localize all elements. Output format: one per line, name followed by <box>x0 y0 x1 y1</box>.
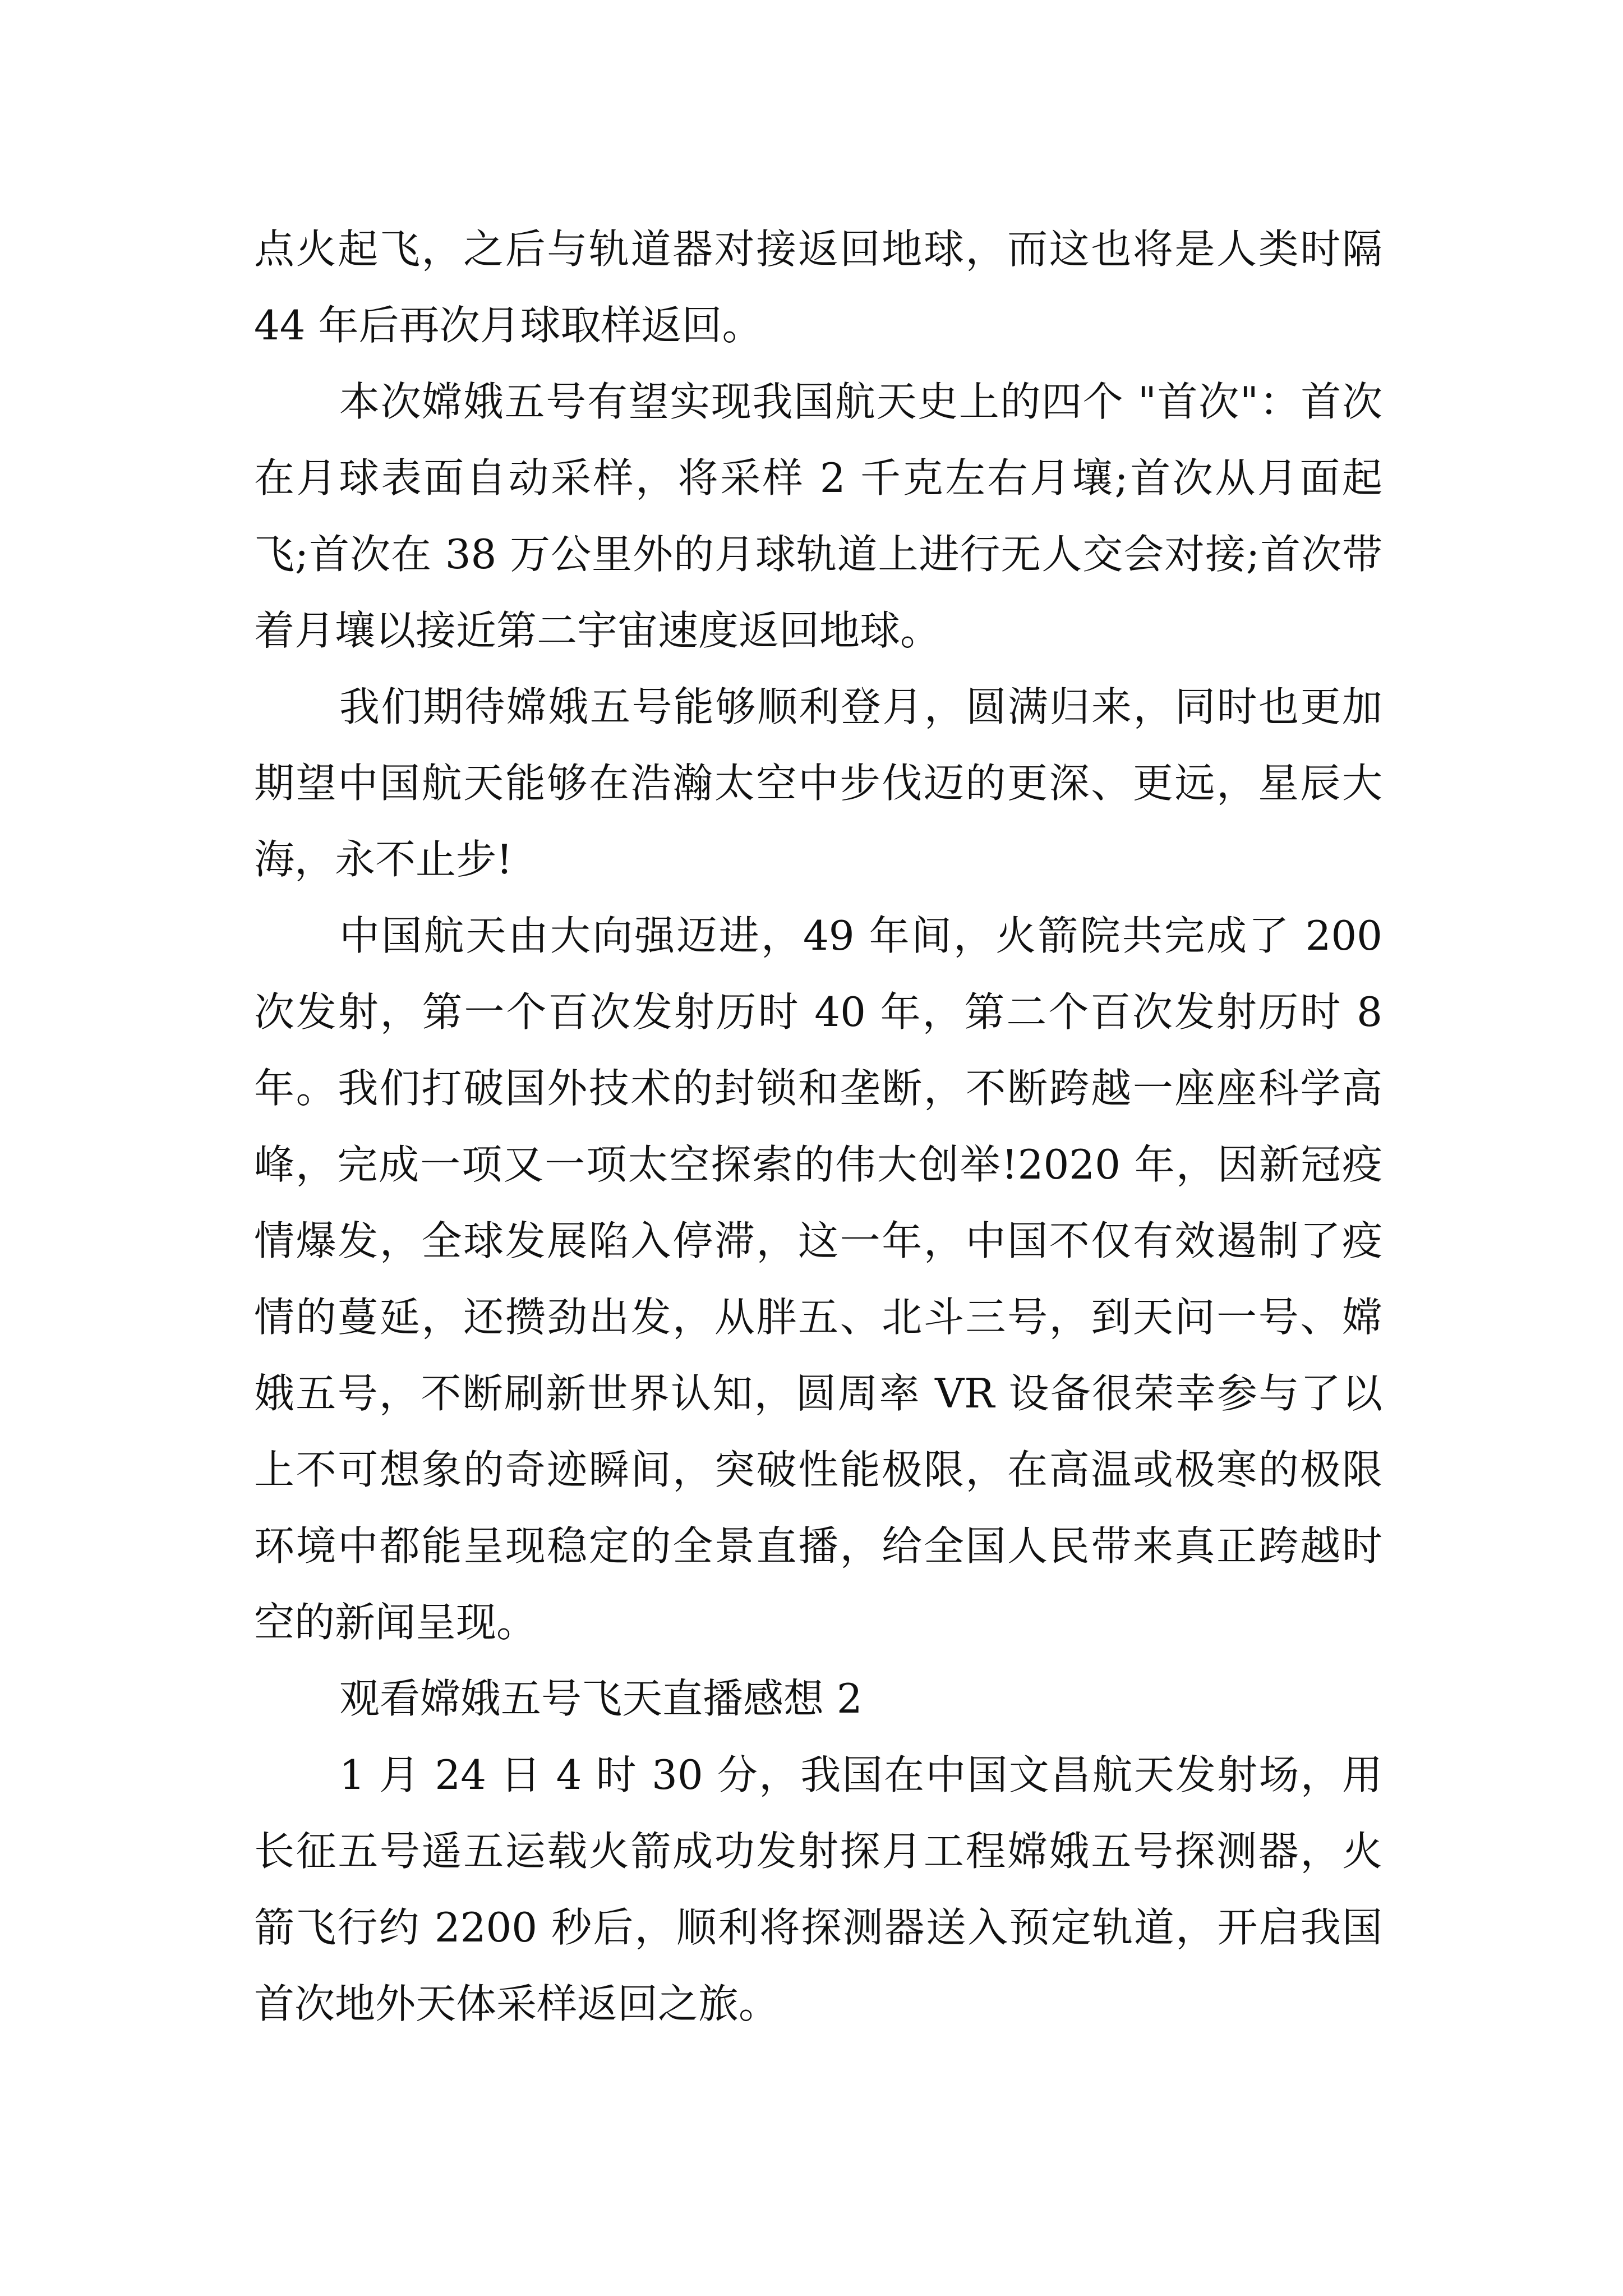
paragraph-expectation: 我们期待嫦娥五号能够顺利登月，圆满归来，同时也更加期望中国航天能够在浩瀚太空中步伐迈的更深、更远，星辰大海，永不止步! <box>254 683 1382 883</box>
document-body <box>254 211 1382 2042</box>
paragraph-space-achievements: 中国航天由大向强迈进，49 年间，火箭院共完成了 200 次发射，第一个百次发射历时 40 年，第二个百次发射历时 8 年。我们打破国外技术的封锁和垄断，不断跨越一座座科学高峰，完成一项又一项太空探索的伟大创举!2020 年，因新冠疫情爆发，全球发展陷入停滞，这一年，中国不仅有效遏制了疫情的蔓延，还攒劲出发，从胖五、北斗三号，到天问一号、嫦娥五号，不断刷新世界认知，圆周率 VR 设备很荣幸参与了以上不可想象的奇迹瞬间，突破性能极限，在高温或极寒的极限环境中都能呈现稳定的全景直播，给全国人民带来真正跨越时空的新闻呈现。 <box>254 912 1382 1646</box>
paragraph-four-firsts: 本次嫦娥五号有望实现我国航天史上的四个 "首次"：首次在月球表面自动采样，将采样 2 千克左右月壤;首次从月面起飞;首次在 38 万公里外的月球轨道上进行无人交会对接;首次带着月壤以接近第二宇宙速度返回地球。 <box>254 378 1382 654</box>
paragraph-continuation: 点火起飞，之后与轨道器对接返回地球，而这也将是人类时隔 44 年后再次月球取样返回。 <box>254 226 1382 349</box>
section-heading: 观看嫦娥五号飞天直播感想 2 <box>339 1675 863 1722</box>
paragraph-launch-details: 1 月 24 日 4 时 30 分，我国在中国文昌航天发射场，用长征五号遥五运载火箭成功发射探月工程嫦娥五号探测器，火箭飞行约 2200 秒后，顺利将探测器送入预定轨道，开启我国首次地外天体采样返回之旅。 <box>254 1751 1382 2027</box>
